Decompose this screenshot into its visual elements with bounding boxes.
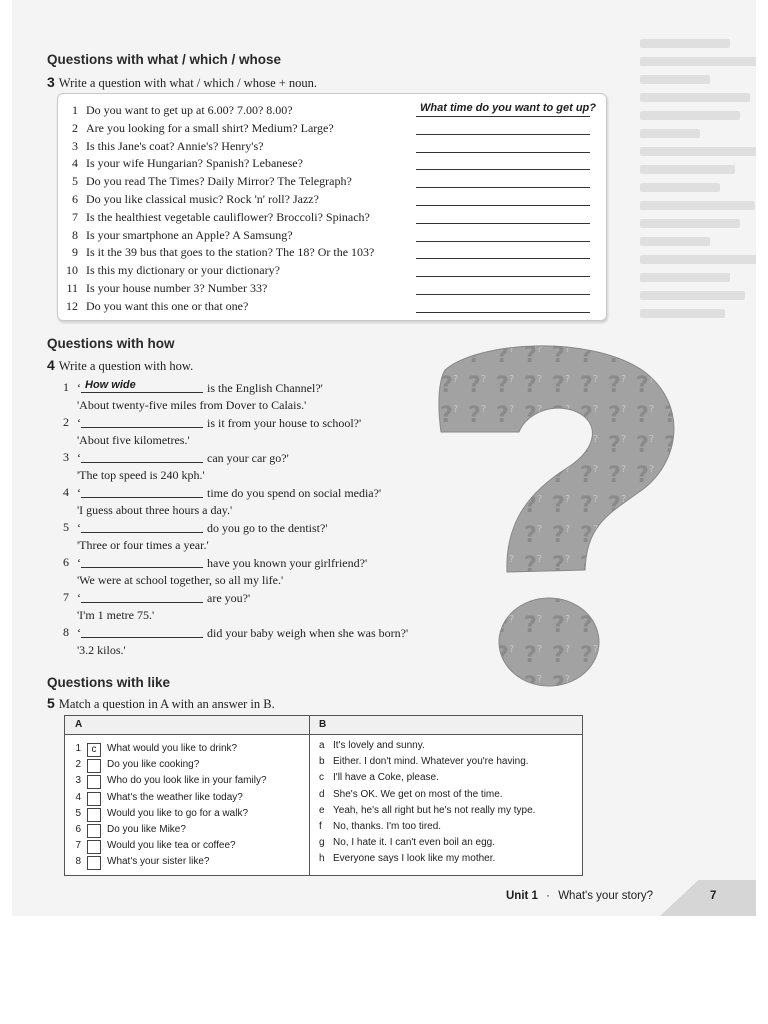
question-line: [77, 450, 289, 466]
answer-blank[interactable]: [81, 625, 203, 638]
answer-blank[interactable]: [81, 415, 203, 428]
answer-blank[interactable]: [81, 485, 203, 498]
item-number: 4: [75, 791, 81, 803]
question-line: [77, 415, 361, 431]
matching-table: [64, 715, 583, 876]
answer-box[interactable]: [87, 856, 101, 870]
reply-text: 'About five kilometres.': [77, 433, 190, 447]
column-a-item: [73, 824, 309, 840]
question-text: What would you like to drink?: [107, 743, 238, 754]
answer-box[interactable]: [87, 759, 101, 773]
reply-text: 'I'm 1 metre 75.': [77, 608, 155, 622]
column-a-item: [73, 856, 309, 872]
question-number: 6: [72, 192, 78, 206]
question-number: 1: [72, 103, 78, 117]
answer-text: No, thanks. I'm too tired.: [333, 821, 442, 832]
answer-line[interactable]: [416, 241, 590, 242]
item-letter: h: [319, 853, 325, 865]
question-text: did your baby weigh when she was born?': [207, 626, 409, 640]
column-b-item: [319, 837, 579, 853]
answer-box[interactable]: [87, 775, 101, 789]
exercise-number: 4: [47, 357, 55, 373]
question-row: [58, 156, 606, 174]
item-letter: a: [319, 740, 325, 751]
open-quote: ‘: [77, 521, 81, 535]
answer-text: Yeah, he's all right but he's not really my type.: [333, 804, 536, 816]
question-text: Do you read The Times? Daily Mirror? The Telegraph?: [86, 174, 352, 189]
answer-text: Everyone says I look like my mother.: [333, 853, 496, 865]
column-a-item: [73, 792, 309, 808]
question-text: Who do you look like in your family?: [107, 775, 267, 787]
question-text: What's the weather like today?: [107, 791, 243, 803]
answer-text: Either. I don't mind. Whatever you're having.: [333, 756, 529, 768]
question-text: Do you like cooking?: [107, 759, 200, 771]
open-quote: ‘: [77, 416, 81, 430]
question-text: Is the healthiest vegetable cauliflower? Broccoli? Spinach?: [86, 209, 370, 224]
column-b-item: [319, 740, 579, 756]
question-number: 7: [72, 209, 78, 224]
column-a-header: A: [75, 719, 83, 730]
question-row: [58, 192, 606, 210]
column-divider: [309, 716, 310, 875]
column-a-item: [73, 743, 309, 759]
item-letter: g: [319, 837, 325, 849]
section-3-title: Questions with what / which / whose: [47, 52, 282, 67]
question-text: can your car go?': [207, 451, 289, 465]
answer-line[interactable]: [416, 134, 590, 135]
answer-box[interactable]: [87, 824, 101, 838]
item-letter: d: [319, 788, 325, 800]
question-text: are you?': [207, 591, 251, 605]
question-text: Is it the 39 bus that goes to the station? The 18? Or the 103?: [86, 245, 375, 260]
answer-line[interactable]: [416, 294, 590, 295]
item-letter: c: [319, 772, 324, 784]
section-4-title: Questions with how: [47, 336, 175, 351]
question-text: do you go to the dentist?': [207, 521, 328, 535]
item-number: 8: [75, 856, 81, 868]
question-text: Would you like to go for a walk?: [107, 807, 249, 819]
open-quote: ‘: [77, 556, 81, 570]
question-text: is the English Channel?': [207, 381, 323, 395]
question-line: [77, 555, 367, 571]
question-number: 9: [72, 245, 78, 260]
question-text: Is your house number 3? Number 33?: [86, 281, 268, 295]
answer-blank[interactable]: [81, 590, 203, 603]
reply-text: 'Three or four times a year.': [77, 538, 209, 552]
question-number: 1: [63, 380, 69, 394]
question-number: 10: [66, 263, 78, 278]
question-line: [77, 380, 323, 396]
example-answer: What time do you want to get up?: [420, 102, 596, 114]
column-a-item: [73, 759, 309, 775]
question-number: 8: [63, 625, 69, 639]
answer-line[interactable]: [416, 312, 590, 313]
column-b-item: [319, 789, 579, 805]
column-b-item: [319, 805, 579, 821]
example-answer: How wide: [85, 379, 136, 391]
answer-blank[interactable]: [81, 520, 203, 533]
answer-box[interactable]: [87, 808, 101, 822]
exercise-3-box: [57, 93, 607, 321]
question-row: [58, 263, 606, 281]
item-number: 7: [75, 840, 81, 852]
column-b-header: B: [319, 719, 327, 730]
question-row: [58, 174, 606, 192]
exercise-number: 5: [47, 695, 55, 711]
question-number: 2: [72, 120, 78, 135]
column-b-item: [319, 756, 579, 772]
question-text: Is this Jane's coat? Annie's? Henry's?: [86, 138, 264, 153]
answer-blank[interactable]: [81, 555, 203, 568]
reply-text: 'We were at school together, so all my life.': [77, 573, 284, 587]
answer-line[interactable]: [416, 258, 590, 259]
unit-title: What's your story?: [558, 890, 654, 902]
question-line: [77, 485, 381, 501]
question-text: Is this my dictionary or your dictionary?: [86, 263, 280, 278]
question-number: 5: [63, 520, 69, 534]
question-number: 12: [66, 298, 78, 313]
item-number: 2: [75, 759, 81, 771]
question-row: [58, 210, 606, 228]
question-number: 3: [63, 450, 69, 464]
question-row: [58, 121, 606, 139]
item-number: 6: [75, 824, 81, 835]
answer-line[interactable]: [416, 276, 590, 277]
column-a-item: [73, 808, 309, 824]
answer-text: I'll have a Coke, please.: [333, 772, 439, 784]
question-line: [77, 590, 250, 606]
column-b-item: [319, 853, 579, 869]
question-text: have you known your girlfriend?': [207, 556, 368, 570]
question-number: 8: [72, 227, 78, 242]
answer-text: She's OK. We get on most of the time.: [333, 788, 503, 800]
item-number: 5: [75, 807, 81, 819]
question-row: [58, 228, 606, 246]
answer-box[interactable]: [87, 840, 101, 854]
footer-corner-band: [660, 880, 756, 916]
open-quote: ‘: [77, 626, 81, 640]
exercise-number: 3: [47, 74, 55, 90]
question-text: What's your sister like?: [107, 856, 210, 868]
section-3-instruction: 3 Write a question with what / which / whose + noun.: [47, 74, 318, 90]
open-quote: ‘: [77, 591, 81, 605]
item-number: 1: [75, 743, 81, 754]
question-text: Do you want this one or that one?: [86, 298, 249, 313]
question-text: Is your wife Hungarian? Spanish? Lebanese?: [86, 156, 303, 171]
item-letter: b: [319, 756, 325, 768]
answer-line[interactable]: [416, 187, 590, 188]
question-text: is it from your house to school?': [207, 416, 362, 430]
section-4-instruction: 4 Write a question with how.: [47, 357, 194, 373]
answer-line[interactable]: [416, 116, 590, 117]
column-b-item: [319, 821, 579, 837]
question-number: 3: [72, 138, 78, 153]
question-row: [58, 103, 606, 121]
answer-blank[interactable]: [81, 380, 203, 393]
table-header: [65, 716, 582, 735]
question-number: 7: [63, 590, 69, 604]
question-line: [77, 625, 408, 641]
answer-line[interactable]: [416, 169, 590, 170]
reply-text: 'About twenty-five miles from Dover to Calais.': [77, 398, 307, 412]
question-text: Do you like Mike?: [107, 824, 186, 835]
question-number: 4: [63, 485, 69, 499]
column-b-item: [319, 772, 579, 788]
question-row: [58, 281, 606, 299]
answer-text: It's lovely and sunny.: [333, 740, 425, 751]
question-row: [58, 245, 606, 263]
section-5-title: Questions with like: [47, 675, 171, 690]
answer-blank[interactable]: [81, 450, 203, 463]
item-letter: e: [319, 804, 325, 816]
reply-text: 'The top speed is 240 kph.': [77, 468, 205, 482]
question-number: 5: [72, 174, 78, 189]
answer-line[interactable]: [416, 205, 590, 206]
question-number: 11: [66, 281, 78, 295]
page-footer: [12, 880, 756, 916]
question-text: Would you like tea or coffee?: [107, 840, 236, 852]
question-text: Do you like classical music? Rock 'n' roll? Jazz?: [86, 192, 319, 206]
question-number: 4: [72, 156, 78, 171]
open-quote: ‘: [77, 451, 81, 465]
question-text: Are you looking for a small shirt? Medium? Large?: [86, 120, 334, 135]
question-mark-illustration: [437, 340, 687, 700]
column-a-item: [73, 775, 309, 791]
reply-text: '3.2 kilos.': [77, 643, 126, 657]
question-text: time do you spend on social media?': [207, 486, 382, 500]
question-text: Is your smartphone an Apple? A Samsung?: [86, 227, 293, 242]
question-line: [77, 520, 327, 536]
answer-box[interactable]: c: [87, 743, 101, 757]
answer-line[interactable]: [416, 152, 590, 153]
question-number: 6: [63, 555, 69, 569]
workbook-page: [12, 0, 756, 916]
page-number: 7: [710, 890, 717, 902]
answer-line[interactable]: [416, 223, 590, 224]
answer-box[interactable]: [87, 792, 101, 806]
question-text: Do you want to get up at 6.00? 7.00? 8.00?: [86, 103, 293, 117]
open-quote: ‘: [77, 486, 81, 500]
section-5-instruction: 5 Match a question in A with an answer in B.: [47, 695, 275, 711]
footer-separator: ·: [546, 890, 550, 902]
unit-number: Unit 1: [506, 890, 538, 902]
reply-text: 'I guess about three hours a day.': [77, 503, 233, 517]
answer-text: No, I hate it. I can't even boil an egg.: [333, 837, 496, 849]
question-row: [58, 139, 606, 157]
question-row: [58, 299, 606, 317]
item-number: 3: [75, 775, 81, 787]
item-letter: f: [319, 821, 322, 832]
column-a-item: [73, 840, 309, 856]
question-number: 2: [63, 415, 69, 429]
open-quote: ‘: [77, 381, 81, 395]
unit-label: [506, 890, 653, 902]
